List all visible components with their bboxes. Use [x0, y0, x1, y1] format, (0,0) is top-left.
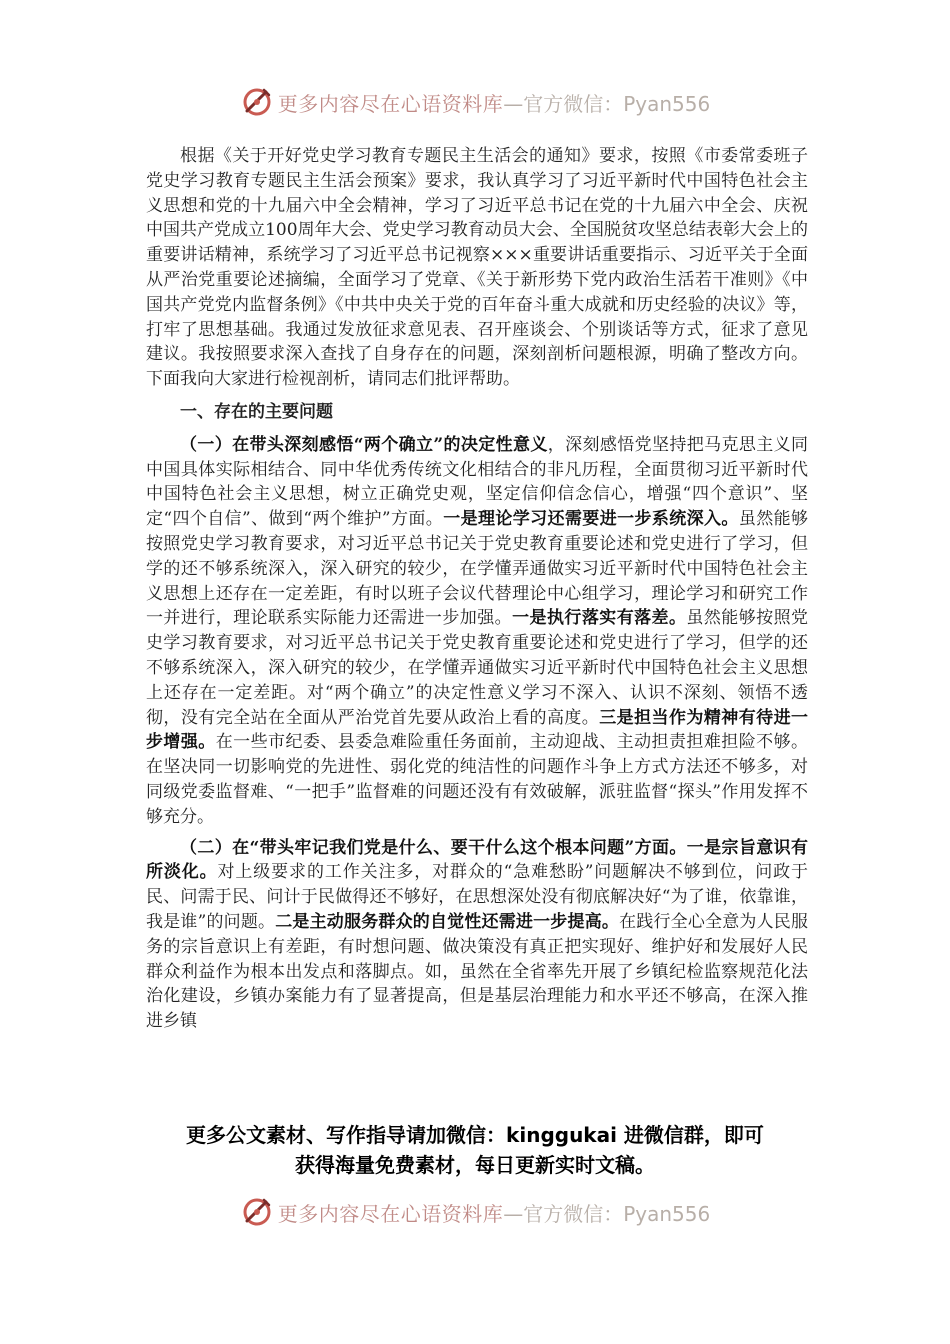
- subsection-1-point-1: 一是理论学习还需要进一步系统深入。: [443, 509, 739, 530]
- subsection-1-text-3: 虽然能够按照党史学习教育要求，对习近平总书记关于党史教育重要论述和党史进行了学习，但学的还不够系统深入，深入研究的较少，在学懂弄通做实习近平新时代中国特色社会主义思想上还存在一定差距。对“两个确立”的决定性意义学习不深入、认识不深刻、领悟不透彻，没有完全站在全面从严治党首先要从政治上看的高度。: [146, 608, 809, 728]
- subsection-2-title: （二）在“带头牢记我们党是什么、要干什么这个根本问题”方面。: [180, 837, 687, 858]
- section-heading: 一、存在的主要问题: [180, 401, 333, 422]
- pen-logo-icon: [240, 1195, 274, 1229]
- subsection-1-paragraph: [146, 433, 808, 830]
- promo-line-2: 获得海量免费素材，每日更新实时文稿。: [295, 1153, 655, 1177]
- subsection-2-paragraph: [146, 836, 808, 1034]
- subsection-2-point-1: 一是宗旨意识有所淡化。: [146, 837, 809, 883]
- subsection-2-text-1: 对上级要求的工作关注多，对群众的“急难愁盼”问题解决不够到位，问政于民、问需于民、问计于民做得还不够好，在思想深处没有彻底解决好“为了谁，依靠谁，我是谁”的问题。: [146, 862, 808, 932]
- watermark-main-text: 更多内容尽在心语资料库: [277, 1201, 504, 1226]
- subsection-1-point-2: 一是执行落实有落差。: [512, 608, 687, 629]
- subsection-2-text-2: 在践行全心全意为人民服务的宗旨意识上有差距，有时想问题、做决策没有真正把实现好、维护好和发展好人民群众利益作为根本出发点和落脚点。如，虽然在全省率先开展了乡镇纪检监察规范化法治化建设，乡镇办案能力有了显著提高，但是基层治理能力和水平还不够高，在深入推进乡镇: [146, 911, 808, 1032]
- promo-line-1: 更多公文素材、写作指导请加微信：kinggukai 进微信群，即可: [186, 1123, 764, 1147]
- subsection-1-text-1: ，深刻感悟党坚持把马克思主义同中国具体实际相结合、同中华优秀传统文化相结合的非凡历程，全面贯彻习近平新时代中国特色社会主义思想，树立正确党史观，坚定信仰信念信心，增强“四个意识”、坚定“四个自信”、做到“两个维护”方面。: [146, 434, 809, 530]
- watermark-sub-text: —官方微信：Pyan556: [503, 91, 711, 116]
- subsection-2-point-2: 二是主动服务群众的自觉性还需进一步提高。: [275, 911, 620, 932]
- subsection-1-text-4: 在一些市纪委、县委急难险重任务面前，主动迎战、主动担责担难担险不够。在坚决同一切影响党的先进性、弱化党的纯洁性的问题作斗争上方式方法还不够多，对同级党委监督难、“一把手”监督难的问题还没有有效破解，派驻监督“探头”作用发挥不够充分。: [146, 732, 809, 827]
- watermark-main-text: 更多内容尽在心语资料库: [277, 91, 504, 116]
- subsection-1-text-2: 虽然能够按照党史学习教育要求，对习近平总书记关于党史教育重要论述和党史进行了学习，但学的还不够系统深入，深入研究的较少，在学懂弄通做实习近平新时代中国特色社会主义思想上还存在一定差距，有时以班子会议代替理论中心组学习，理论学习和研究工作一并进行，理论联系实际能力还需进一步加强。: [146, 509, 808, 629]
- subsection-1-point-3: 三是担当作为精神有待进一步增强。: [146, 707, 809, 753]
- watermark-sub-text: —官方微信：Pyan556: [503, 1201, 711, 1226]
- pen-logo-icon: [240, 85, 274, 119]
- promo-banner: [120, 1120, 830, 1180]
- intro-paragraph: 根据《关于开好党史学习教育专题民主生活会的通知》要求，按照《市委常委班子党史学习教育专题民主生活会预案》要求，我认真学习了习近平新时代中国特色社会主义思想和党的十九届六中全会精神，学习了习近平总书记在党的十九届六中全会、庆祝中国共产党成立100周年大会、党史学习教育动员大会、全国脱贫攻坚总结表彰大会上的重要讲话精神，系统学习了习近平总书记视察×××重要讲话重要指示、习近平关于全面从严治党重要论述摘编，全面学习了党章、《关于新形势下党内政治生活若干准则》《中国共产党党内监督条例》《中共中央关于党的百年奋斗重大成就和历史经验的决议》等，打牢了思想基础。我通过发放征求意见表、召开座谈会、个别谈话等方式，征求了意见建议。我按照要求深入查找了自身存在的问题，深刻剖析问题根源，明确了整改方向。下面我向大家进行检视剖析，请同志们批评帮助。: [146, 146, 808, 390]
- subsection-1-title: （一）在带头深刻感悟“两个确立”的决定性意义: [180, 434, 548, 455]
- watermark-header: [0, 82, 950, 122]
- document-body: [146, 144, 808, 1034]
- watermark-footer: [0, 1192, 950, 1232]
